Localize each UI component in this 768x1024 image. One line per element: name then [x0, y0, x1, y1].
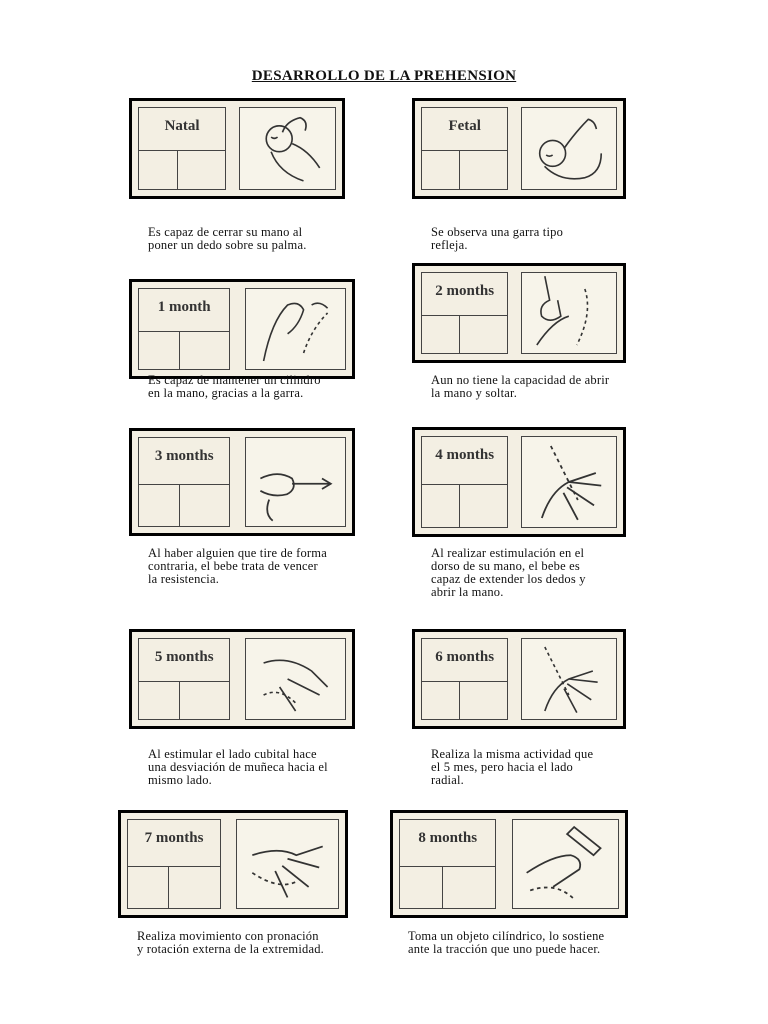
stage-label-box [421, 272, 508, 354]
stage-description: Al realizar estimulación en el dorso de su mano, el bebe es capaz de extender los dedos y abrir la mano. [431, 546, 586, 599]
stage-card-6-months [412, 629, 626, 729]
stage-label-box [421, 436, 508, 528]
stage-label: 4 months [435, 447, 495, 463]
open-hand-illustration [521, 436, 617, 528]
stage-description: Al haber alguien que tire de forma contraria, el bebe trata de vencer la resistencia. [148, 546, 327, 586]
stage-label-box [138, 437, 230, 527]
stage-card-5-months [129, 629, 355, 729]
hand-pulling-illustration [245, 437, 346, 527]
stage-card-7-months [118, 810, 348, 918]
stage-label-box [399, 819, 496, 909]
stage-description: Realiza la misma actividad que el 5 mes, pero hacia el lado radial. [431, 747, 594, 787]
stage-label: 1 month [157, 299, 211, 315]
baby-illustration [239, 107, 336, 190]
stage-label: 8 months [418, 830, 478, 846]
stage-description: Es capaz de cerrar su mano al poner un dedo sobre su palma. [148, 225, 307, 252]
stage-label: 6 months [435, 649, 495, 665]
stage-label: 7 months [144, 830, 204, 846]
stage-description: Toma un objeto cilíndrico, lo sostiene ante la tracción que uno puede hacer. [408, 929, 605, 956]
stage-description: Aun no tiene la capacidad de abrir la mano y soltar. [431, 373, 610, 400]
stage-description: Se observa una garra tipo refleja. [431, 225, 564, 252]
stage-description: Es capaz de mantener un cilindro en la mano, gracias a la garra. [148, 373, 321, 400]
stage-label: 5 months [154, 649, 214, 665]
page-title: DESARROLLO DE LA PREHENSION [251, 68, 517, 84]
stage-label: Fetal [448, 118, 481, 134]
stage-card-2-months [412, 263, 626, 363]
stage-card-4-months [412, 427, 626, 537]
stage-label-box [421, 107, 508, 190]
stage-description: Realiza movimiento con pronación y rotación externa de la extremidad. [137, 929, 324, 956]
stage-label-box [138, 107, 226, 190]
stage-label-box [127, 819, 221, 909]
stage-card-fetal [412, 98, 626, 199]
stage-description: Al estimular el lado cubital hace una desviación de muñeca hacia el mismo lado. [148, 747, 328, 787]
stage-card-8-months [390, 810, 628, 918]
hand-radial-illustration [521, 638, 617, 720]
stage-card-1-month [129, 279, 355, 379]
stage-label-box [138, 638, 230, 720]
stage-label: 2 months [435, 283, 495, 299]
stage-card-natal [129, 98, 345, 199]
hand-illustration [245, 288, 346, 370]
stage-card-3-months [129, 428, 355, 536]
stage-label-box [138, 288, 230, 370]
stage-label: 3 months [154, 448, 214, 464]
hand-illustration [521, 272, 617, 354]
fetus-illustration [521, 107, 617, 190]
hand-deviation-illustration [245, 638, 346, 720]
hand-cylinder-illustration [512, 819, 619, 909]
stage-label: Natal [164, 118, 200, 134]
hand-pronation-illustration [236, 819, 339, 909]
stage-label-box [421, 638, 508, 720]
